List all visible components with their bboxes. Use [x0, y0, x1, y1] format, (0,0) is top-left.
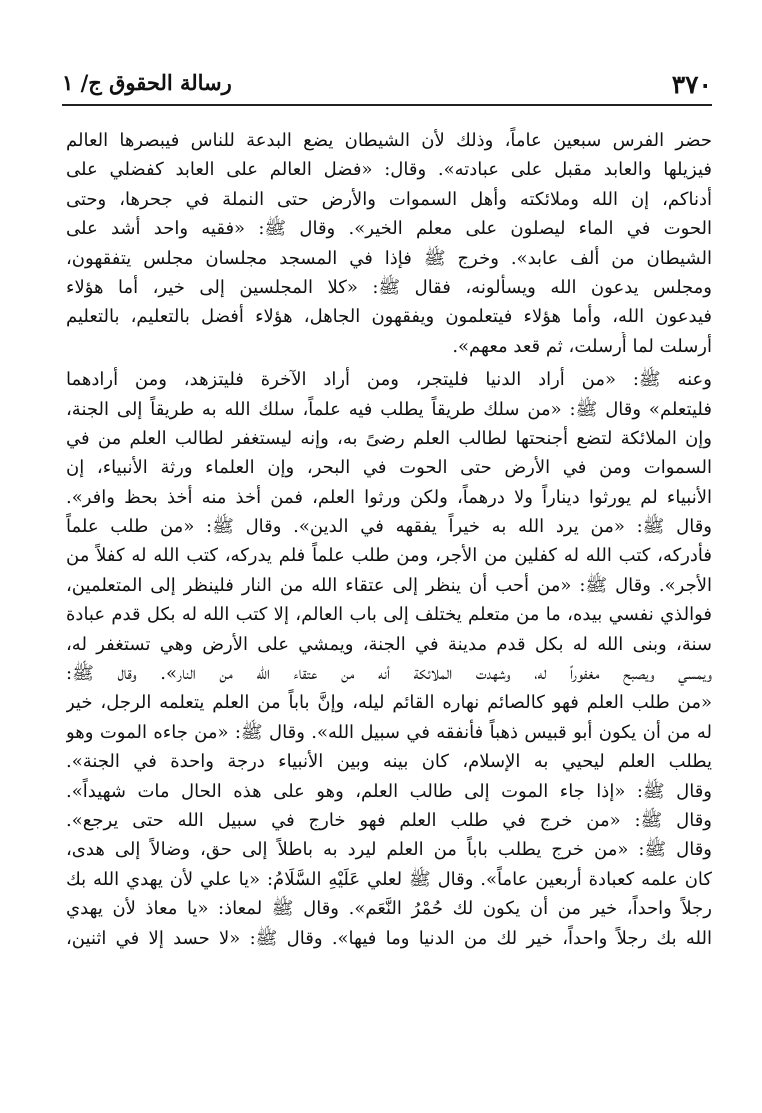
text-line: السموات ومن في الأرض حتى الحوت في البحر، وإن العلماء ورثة الأنبياء، إن [66, 457, 712, 479]
text-line: ومجلس يدعون الله ويسألونه، فقال ﷺ: «كلا المجلسين إلى خير، أما هؤلاء [66, 276, 712, 298]
page-number: ٣٧٠ [671, 70, 712, 99]
text-line: وقال ﷺ: «إذا جاء الموت إلى طالب العلم، وهو على هذه الحال مات شهيداً». [66, 780, 712, 802]
text-line: كان علمه كعبادة أربعين عاماً». وقال ﷺ لعلي عَلَيْهِ السَّلَامُ: «يا علي لأن يهدي الله بك [66, 868, 712, 890]
text-line: فوالذي نفسي بيده، ما من متعلم يختلف إلى باب العالم، إلا كتب الله له بكل قدم عبادة [66, 604, 712, 626]
text-line: أرسلت لما أُرسلت، ثم قعد معهم». [452, 335, 712, 357]
paragraph-1 [66, 126, 712, 361]
running-title: رسالة الحقوق ج/ ١ [62, 70, 232, 95]
text-line: فيدعون الله، وأما هؤلاء فيتعلمون ويفقهون الجاهل، هؤلاء أفضل بالتعليم، بالتعليم [66, 306, 712, 328]
text-line: وقال ﷺ: «من خرج في طلب العلم فهو خارج في سبيل الله حتى يرجع». [66, 809, 712, 831]
header-rule [62, 104, 712, 106]
text-line: وعنه ﷺ: «من أراد الدنيا فليتجر، ومن أراد الآخرة فليتزهد، ومن أرادهما [66, 369, 712, 391]
text-line: له من أن يكون أبو قبيس ذهباً فأنفقه في سبيل الله». وقال ﷺ: «من جاءه الموت وهو [66, 721, 712, 743]
text-line: سنة، وبنى الله له بكل قدم مدينة في الجنة، ويمشي على الأرض وهي تستغفر له، [66, 633, 712, 655]
text-line: فأدركه، كتب الله له كفلين من الأجر، ومن طلب علماً فلم يدركه، كتب الله له كفلاً من [66, 545, 712, 567]
text-line: الأنبياء لم يورثوا ديناراً ولا درهماً، ولكن ورثوا العلم، فمن أخذ منه أخذ بحظ وافر». [66, 486, 712, 508]
page-header [62, 64, 712, 104]
text-line: ويمسي ويصبح مغفوراً له، وشهدت الملائكة أنه من عتقاء الله من النار». وقال ﷺ: [66, 663, 712, 685]
text-line: «من طلب العلم فهو كالصائم نهاره القائم ليله، وإنَّ باباً من العلم يتعلمه الرجل، خير [66, 692, 712, 714]
text-line: الشيطان من ألف عابد». وخرج ﷺ فإذا في المسجد مجلسان مجلس يتفقهون، [66, 247, 712, 269]
text-line: أدناكم، إن الله وملائكته وأهل السموات والأرض حتى النملة في جحرها، وحتى [66, 188, 712, 210]
text-line: حضر الفرس سبعين عاماً، وذلك لأن الشيطان يضع البدعة للناس فيبصرها العالم [66, 130, 712, 151]
text-line: رجلاً واحداً، خير من أن يكون لك حُمْرُ النَّعَم». وقال ﷺ لمعاذ: «يا معاذ لأن يهدي [66, 898, 712, 920]
text-line: يطلب العلم ليحيي به الإسلام، كان بينه وبين الأنبياء درجة واحدة في الجنة». [66, 751, 712, 773]
text-line: فليتعلم» وقال ﷺ: «من سلك طريقاً يطلب فيه علماً، سلك الله به طريقاً إلى الجنة، [66, 398, 712, 420]
text-line: الله بك رجلاً واحداً، خير لك من الدنيا وما فيها». وقال ﷺ: «لا حسد إلا في اثنين، [66, 927, 712, 949]
paragraph-2 [66, 365, 712, 953]
text-line: الأجر». وقال ﷺ: «من أحب أن ينظر إلى عتقاء الله من النار فلينظر إلى المتعلمين، [66, 574, 712, 596]
text-line: وقال ﷺ: «من يرد الله به خيراً يفقهه في الدين». وقال ﷺ: «من طلب علماً [66, 516, 712, 538]
text-line: وقال ﷺ: «من خرج يطلب باباً من العلم ليرد به باطلاً إلى حق، وضالاً إلى هدى، [66, 839, 712, 861]
text-line: الحوت في الماء ليصلون على معلم الخير». وقال ﷺ: «فقيه واحد أشد على [66, 218, 712, 240]
body-text [66, 126, 712, 953]
text-line: فيزيلها والعابد مقبل على عبادته». وقال: «فضل العالم على العابد كفضلي على [66, 159, 712, 181]
text-line: وإن الملائكة لتضع أجنحتها لطالب العلم رضىً به، وإنه ليستغفر لطالب العلم من في [66, 427, 712, 449]
